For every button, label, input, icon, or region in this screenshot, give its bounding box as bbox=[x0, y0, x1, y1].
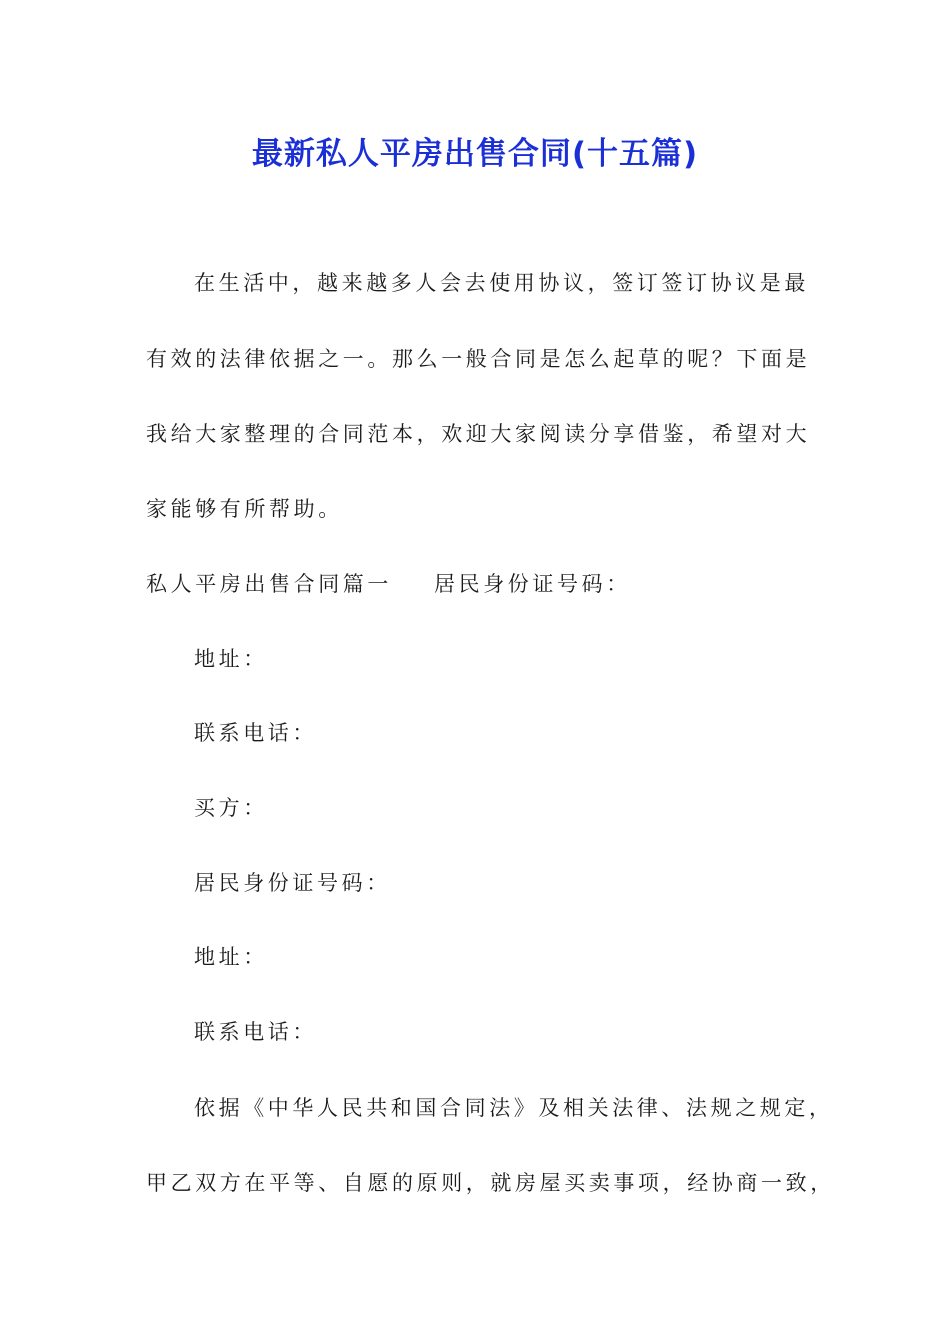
body-line-1: 依据《中华人民共和国合同法》及相关法律、法规之规定， bbox=[194, 1096, 834, 1120]
seller-phone-label: 联系电话： bbox=[194, 721, 317, 745]
seller-id-label: 居民身份证号码： bbox=[434, 572, 631, 596]
body-line-2: 甲乙双方在平等、自愿的原则，就房屋买卖事项，经协商一致， bbox=[146, 1171, 835, 1195]
intro-line-1: 在生活中，越来越多人会去使用协议，签订签订协议是最 bbox=[194, 271, 809, 295]
document-title: 最新私人平房出售合同(十五篇) bbox=[251, 136, 699, 172]
section-heading: 私人平房出售合同篇一 bbox=[146, 572, 392, 596]
buyer-id-label: 居民身份证号码： bbox=[194, 871, 391, 895]
section-heading-line bbox=[146, 569, 631, 599]
buyer-phone-label: 联系电话： bbox=[194, 1020, 317, 1044]
intro-line-2: 有效的法律依据之一。那么一般合同是怎么起草的呢？下面是 bbox=[146, 347, 811, 371]
intro-line-3: 我给大家整理的合同范本，欢迎大家阅读分享借鉴，希望对大 bbox=[146, 422, 811, 446]
intro-line-4: 家能够有所帮助。 bbox=[146, 497, 343, 521]
seller-address-label: 地址： bbox=[194, 647, 268, 671]
buyer-label: 买方： bbox=[194, 796, 268, 820]
buyer-address-label: 地址： bbox=[194, 945, 268, 969]
